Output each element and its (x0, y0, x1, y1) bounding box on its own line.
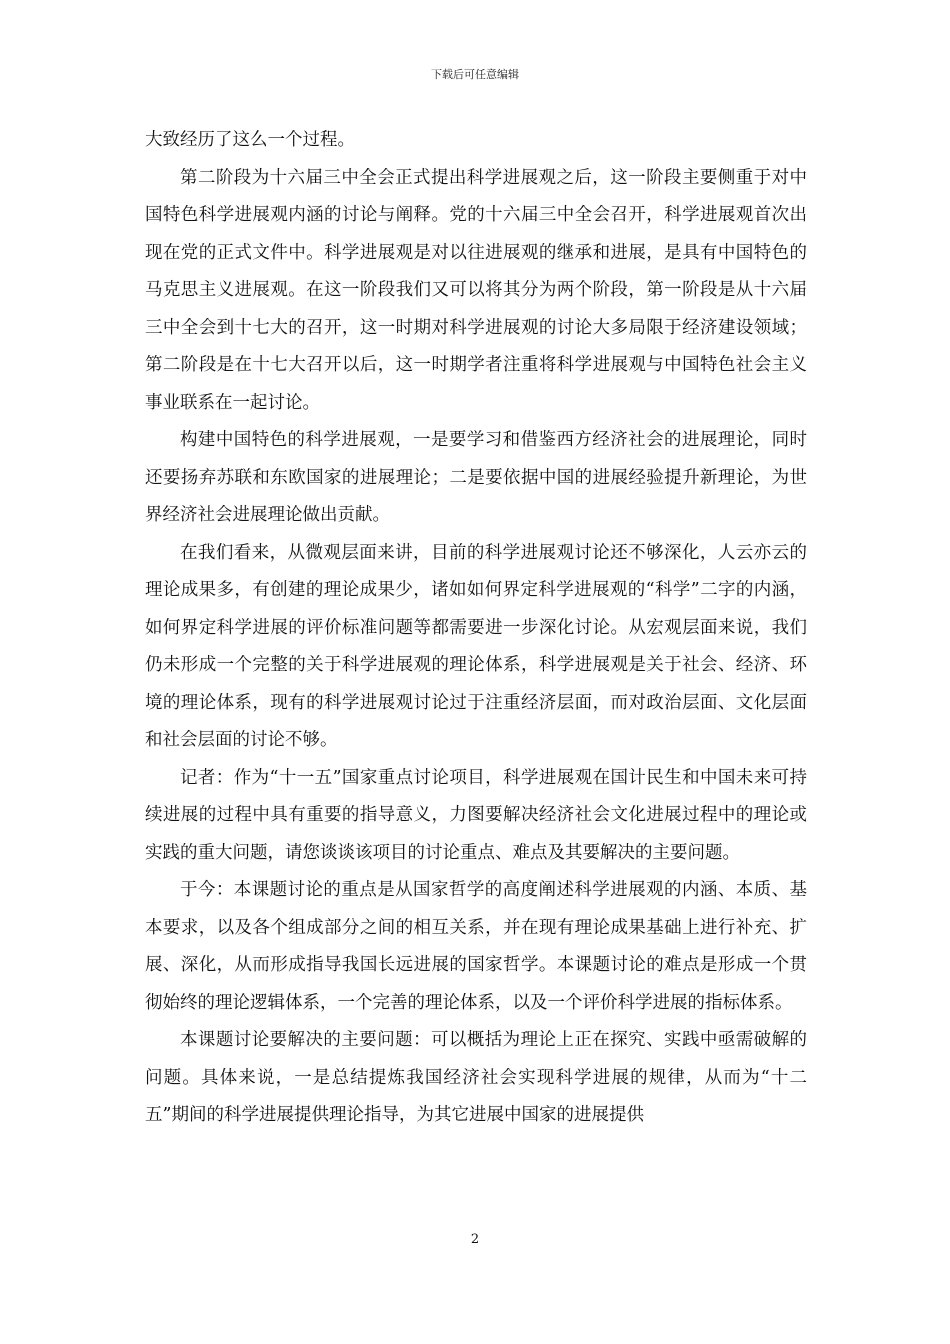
paragraph-our-view: 在我们看来，从微观层面来讲，目前的科学进展观讨论还不够深化，人云亦云的理论成果多，有创建的理论成果少，诸如如何界定科学进展观的“科学”二字的内涵，如何界定科学进展的评价标准问题等都需要进一步深化讨论。从宏观层面来说，我们仍未形成一个完整的关于科学进展观的理论体系，科学进展观是关于社会、经济、环境的理论体系，现有的科学进展观讨论过于注重经济层面，而对政治层面、文化层面和社会层面的讨论不够。 (145, 542, 807, 750)
paragraph-continuation: 大致经历了这么一个过程。 (145, 130, 355, 150)
document-body (145, 122, 807, 1135)
paragraph-second-stage: 第二阶段为十六届三中全会正式提出科学进展观之后，这一阶段主要侧重于对中国特色科学进展观内涵的讨论与阐释。党的十六届三中全会召开，科学进展观首次出现在党的正式文件中。科学进展观是对以往进展观的继承和进展，是具有中国特色的马克思主义进展观。在这一阶段我们又可以将其分为两个阶段，第一阶段是从十六届三中全会到十七大的召开，这一时期对科学进展观的讨论大多局限于经济建设领域；第二阶段是在十七大召开以后，这一时期学者注重将科学进展观与中国特色社会主义事业联系在一起讨论。 (145, 167, 807, 413)
page-number: 2 (470, 1232, 480, 1247)
paragraph-reporter-question: 记者：作为“十一五”国家重点讨论项目，科学进展观在国计民生和中国未来可持续进展的过程中具有重要的指导意义，力图要解决经济社会文化进展过程中的理论或实践的重大问题，请您谈谈该项目的讨论重点、难点及其要解决的主要问题。 (145, 767, 807, 863)
page-header: 下载后可任意编辑 (431, 68, 519, 81)
paragraph-yu-jin-answer: 于今：本课题讨论的重点是从国家哲学的高度阐述科学进展观的内涵、本质、基本要求，以及各个组成部分之间的相互关系，并在现有理论成果基础上进行补充、扩展、深化，从而形成指导我国长远进展的国家哲学。本课题讨论的难点是形成一个贯彻始终的理论逻辑体系，一个完善的理论体系，以及一个评价科学进展的指标体系。 (145, 880, 807, 1013)
paragraph-build-theory: 构建中国特色的科学进展观，一是要学习和借鉴西方经济社会的进展理论，同时还要扬弃苏联和东欧国家的进展理论；二是要依据中国的进展经验提升新理论，为世界经济社会进展理论做出贡献。 (145, 430, 807, 525)
paragraph-main-problems: 本课题讨论要解决的主要问题：可以概括为理论上正在探究、实践中亟需破解的问题。具体来说，一是总结提炼我国经济社会实现科学进展的规律，从而为“十二五”期间的科学进展提供理论指导，为其它进展中国家的进展提供 (145, 1030, 807, 1125)
